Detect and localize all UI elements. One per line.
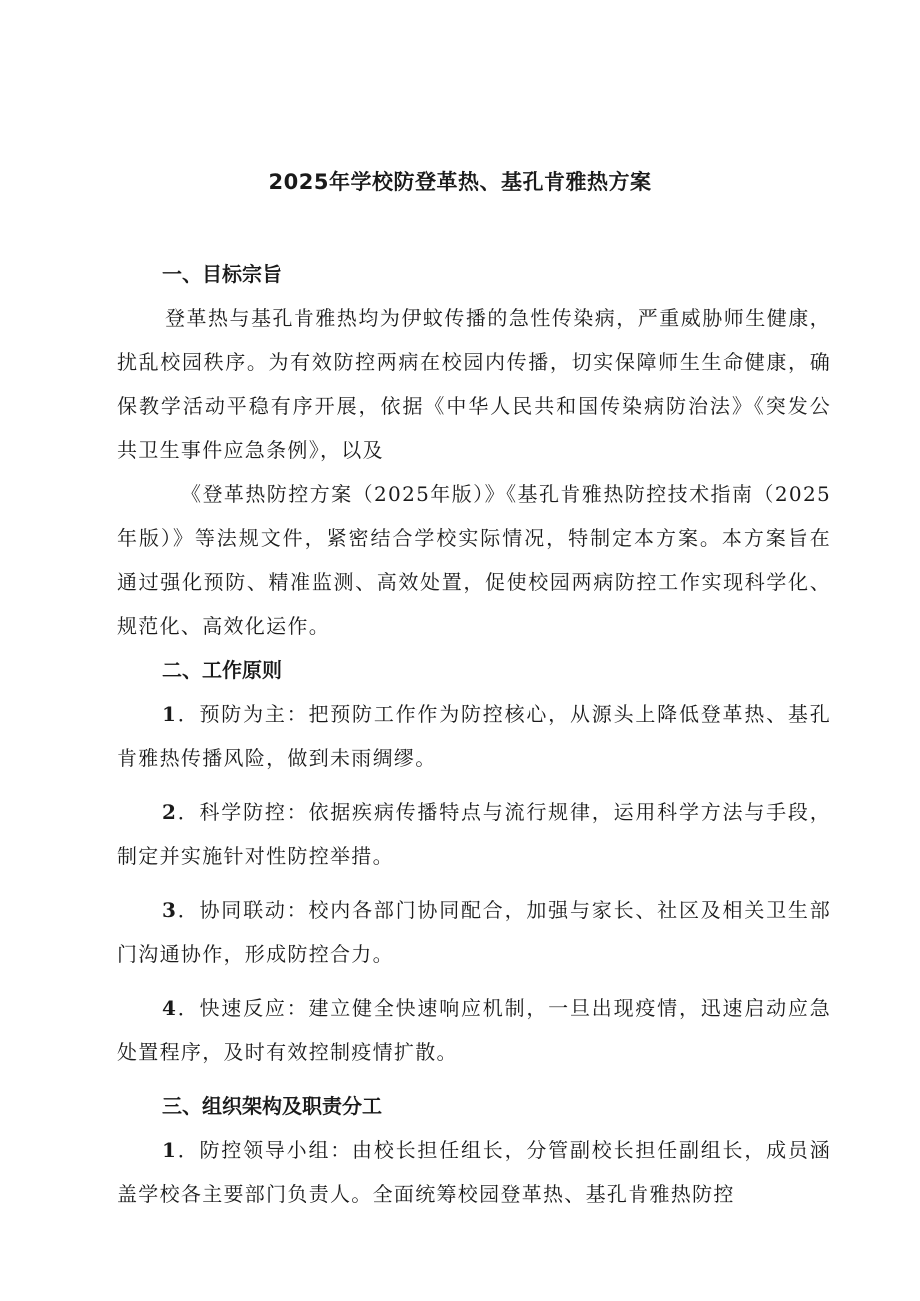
section-heading-3: 三、组织架构及职责分工	[162, 1094, 382, 1118]
section-1-paragraph-2: 《登革热防控方案（2025年版）》《基孔肯雅热防控技术指南（2025年版）》等法规文件，紧密结合学校实际情况，特制定本方案。本方案旨在通过强化预防、精准监测、高效处置，促使校园两病防控工作实现科学化、规范化、高效化运作。	[117, 482, 831, 638]
item-number: 4	[162, 996, 178, 1020]
item-text: ．预防为主：把预防工作作为防控核心，从源头上降低登革热、基孔肯雅热传播风险，做到未雨绸缪。	[117, 702, 831, 770]
item-number: 1	[162, 1138, 178, 1162]
document-title: 2025年学校防登革热、基孔肯雅热方案	[268, 170, 652, 194]
item-number: 3	[162, 898, 178, 922]
principle-item-2	[117, 790, 831, 878]
item-number: 1	[162, 702, 178, 726]
section-heading-2: 二、工作原则	[162, 658, 282, 682]
item-text: ．快速反应：建立健全快速响应机制，一旦出现疫情，迅速启动应急处置程序，及时有效控制疫情扩散。	[117, 996, 831, 1064]
item-text: ．协同联动：校内各部门协同配合，加强与家长、社区及相关卫生部门沟通协作，形成防控合力。	[117, 898, 831, 966]
item-text: ．防控领导小组：由校长担任组长，分管副校长担任副组长，成员涵盖学校各主要部门负责人。全面统筹校园登革热、基孔肯雅热防控	[117, 1138, 831, 1206]
item-number: 2	[162, 800, 178, 824]
principle-item-3	[117, 888, 831, 976]
section-1-paragraph-1: 登革热与基孔肯雅热均为伊蚊传播的急性传染病，严重威胁师生健康，扰乱校园秩序。为有效防控两病在校园内传播，切实保障师生生命健康，确保教学活动平稳有序开展，依据《中华人民共和国传染病防治法》《突发公共卫生事件应急条例》，以及	[117, 306, 831, 462]
document-body	[117, 252, 831, 1226]
principle-item-4	[117, 986, 831, 1074]
organization-item-1	[117, 1128, 831, 1216]
section-heading-1: 一、目标宗旨	[162, 262, 282, 286]
principle-item-1	[117, 692, 831, 780]
item-text: ．科学防控：依据疾病传播特点与流行规律，运用科学方法与手段，制定并实施针对性防控举措。	[117, 800, 831, 868]
